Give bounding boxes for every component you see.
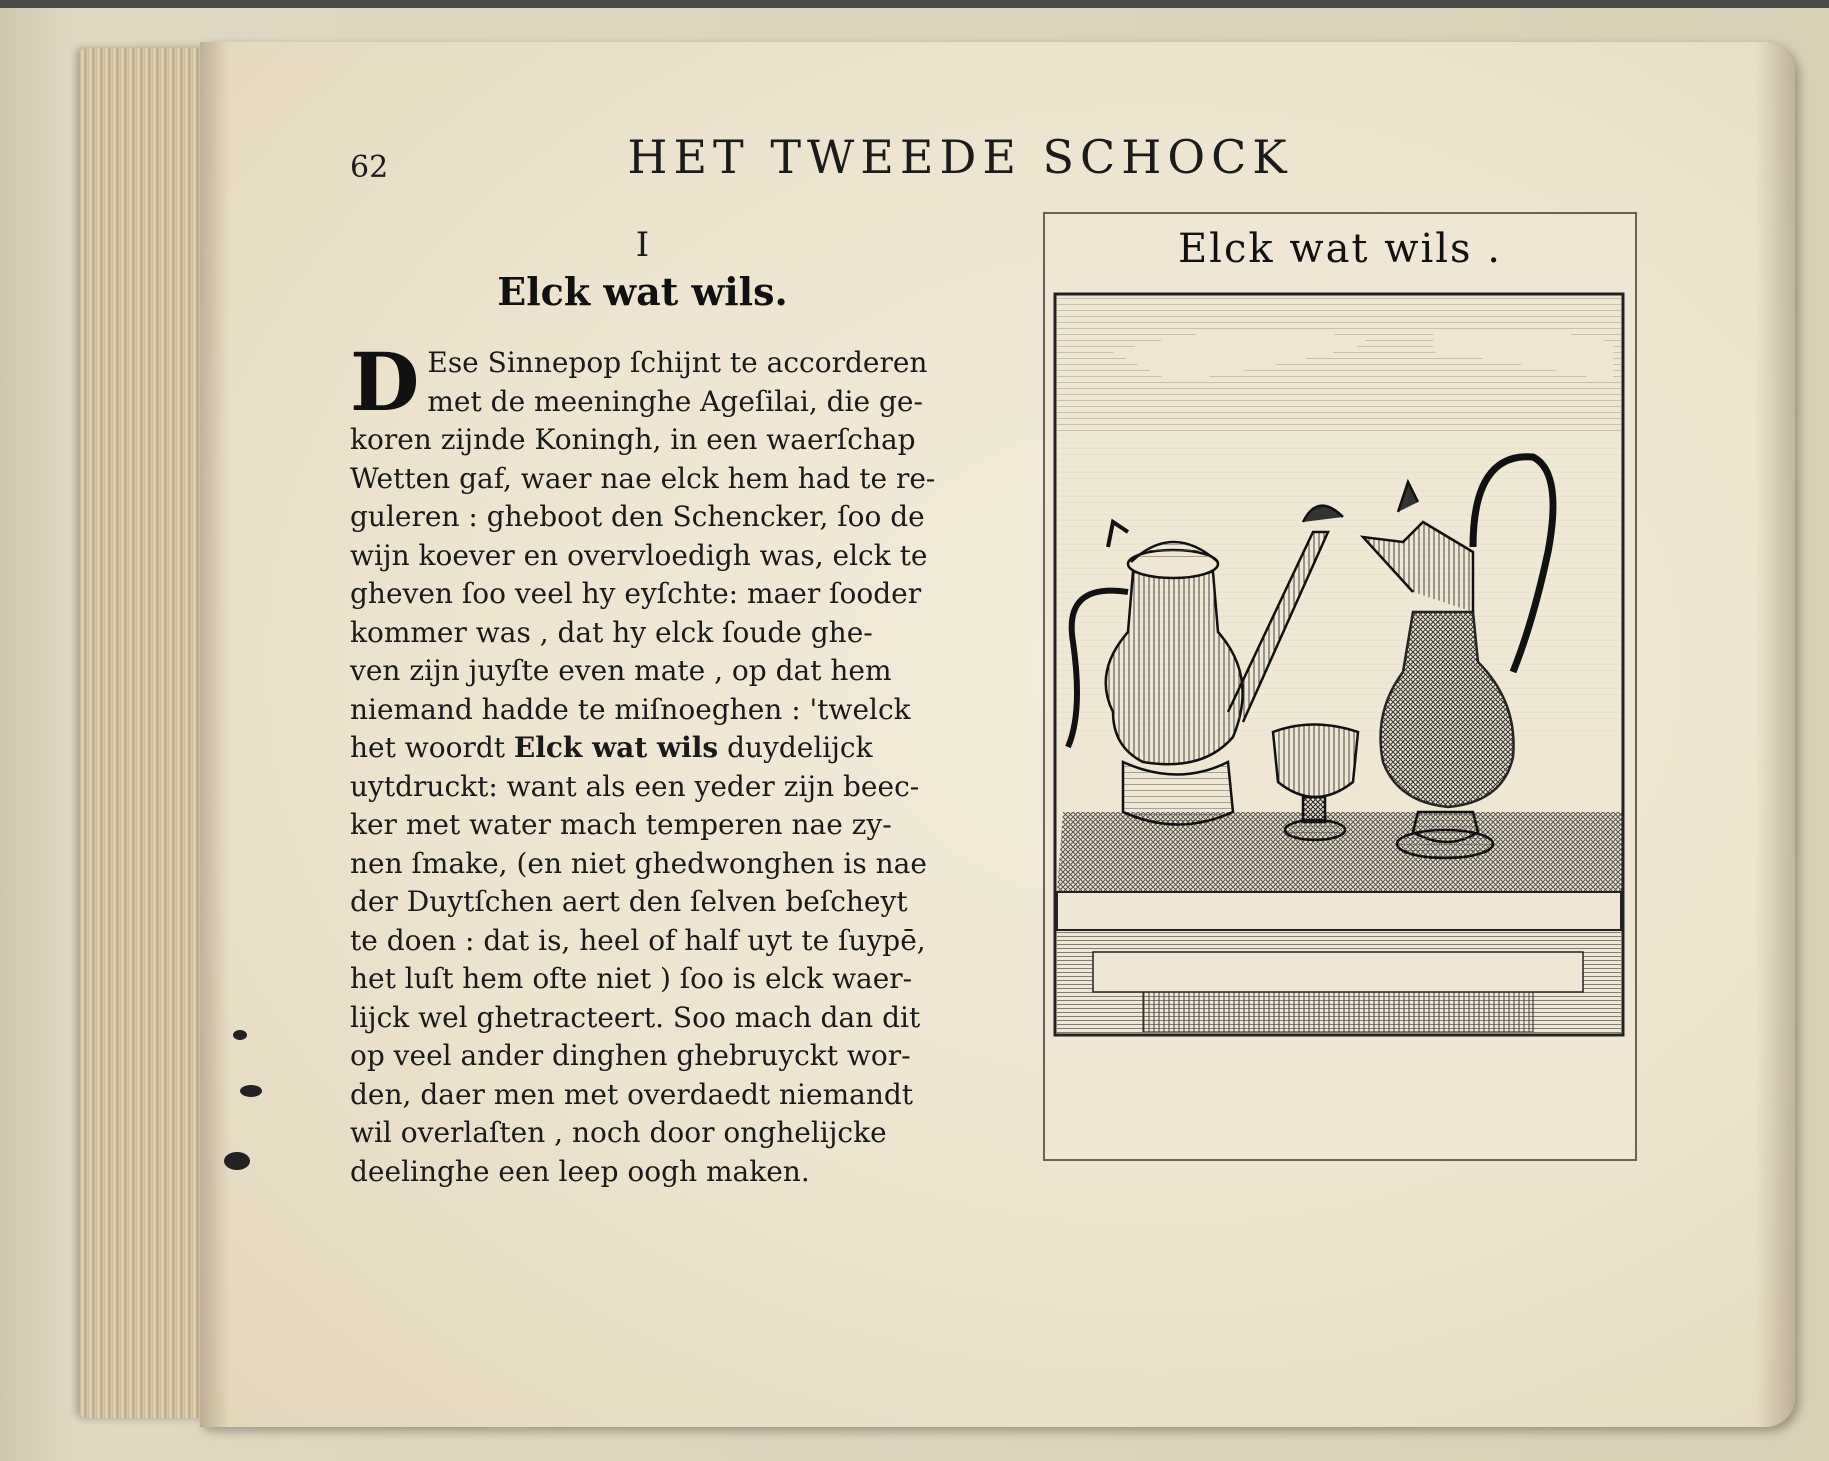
emblem-body-text xyxy=(350,335,936,1191)
text-line: deelinghe een leep oogh maken. xyxy=(350,1154,810,1188)
engraving-illustration xyxy=(1053,292,1625,1037)
plate-caption: Elck wat wils . xyxy=(1177,226,1502,272)
text-line: nen ſmake, (en niet ghedwonghen is nae xyxy=(350,846,927,880)
engraving-plate xyxy=(1043,212,1637,1161)
text-line: gheven ſoo veel hy eyſchte: maer ſooder xyxy=(350,577,922,610)
text-line: kommer was , dat hy elck ſoude ghe- xyxy=(350,615,873,649)
text-line xyxy=(350,729,935,768)
text-line: guleren : gheboot den Schencker, ſoo de xyxy=(350,500,925,533)
text-line: den, daer men met overdaedt niemandt xyxy=(350,1077,914,1111)
text-line: lijck wel ghetracteert. Soo mach dan dit xyxy=(350,1000,921,1034)
ink-stain xyxy=(224,1152,250,1170)
text-block xyxy=(350,225,935,1191)
text-line: het luſt hem ofte niet ) ſoo is elck waer- xyxy=(350,962,913,995)
text-line: der Duytſchen aert den ſelven beſcheyt xyxy=(350,885,908,918)
text-line: uytdruckt: want als een yeder zijn beec- xyxy=(350,769,920,803)
text-line: ven zijn juyſte even mate , op dat hem xyxy=(350,654,892,687)
ink-stain xyxy=(233,1030,247,1040)
inline-blackletter: Elck wat wils xyxy=(513,731,719,764)
text-line: Ese Sinnepop ſchijnt te accorderen xyxy=(427,346,928,379)
ink-stain xyxy=(240,1085,262,1097)
drop-cap: D xyxy=(350,335,420,429)
text-line: Wetten gaf, waer nae elck hem had te re- xyxy=(350,461,936,495)
page-number: 62 xyxy=(350,150,389,185)
table-foot xyxy=(1143,992,1533,1032)
text-fragment: duydelijck xyxy=(727,731,873,764)
table-edge xyxy=(1057,892,1621,930)
gutter-shadow xyxy=(200,42,230,1427)
text-fragment: het woordt xyxy=(350,731,505,764)
text-line: te doen : dat is, heel of half uyt te ſuypē, xyxy=(350,923,926,957)
text-line: met de meeninghe Ageſilai, die ge- xyxy=(427,384,923,418)
running-head: HET TWEEDE SCHOCK xyxy=(627,130,1293,184)
page-edge-shadow xyxy=(1755,42,1795,1427)
text-line: wil overlaſten , noch door onghelijcke xyxy=(350,1116,887,1149)
text-line: niemand hadde te miſnoeghen : 'twelck xyxy=(350,692,911,726)
text-line: wijn koever en overvloedigh was, elck te xyxy=(350,538,928,572)
table-plinth xyxy=(1093,952,1583,992)
text-line: ker met water mach temperen nae zy- xyxy=(350,808,892,841)
page-edges xyxy=(80,48,205,1418)
emblem-title: Elck wat wils. xyxy=(497,269,788,314)
text-line: op veel ander dinghen ghebruyckt wor- xyxy=(350,1039,911,1072)
emblem-numeral: I xyxy=(635,225,650,265)
text-line: koren zijnde Koningh, in een waerſchap xyxy=(350,423,916,456)
